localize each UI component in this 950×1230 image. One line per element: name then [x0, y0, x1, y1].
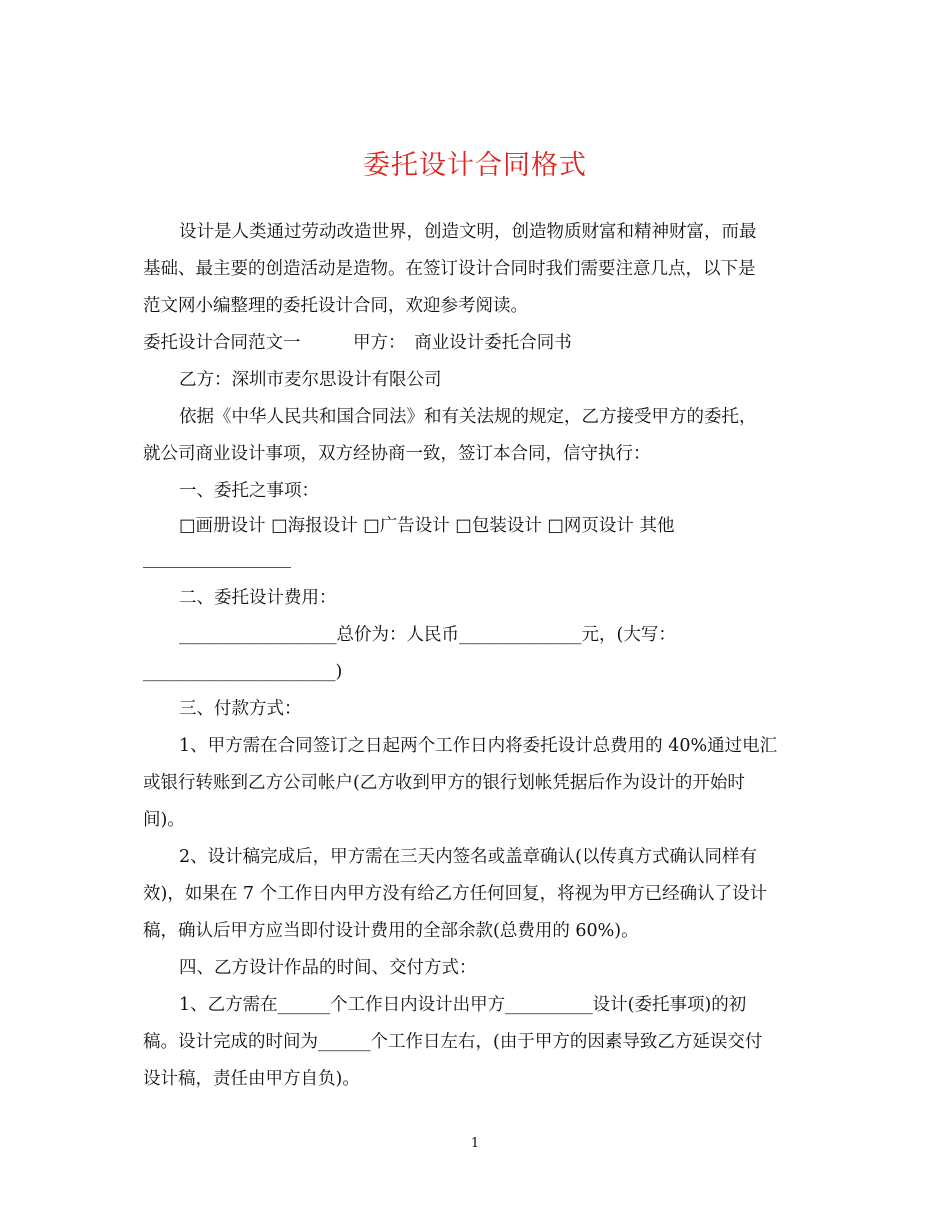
paragraph-line: 范文网小编整理的委托设计合同，欢迎参考阅读。: [143, 296, 528, 316]
paragraph-line: 1、甲方需在合同签订之日起两个工作日内将委托设计总费用的 40%通过电汇: [179, 736, 778, 756]
paragraph-line: 就公司商业设计事项，双方经协商一致，签订本合同，信守执行：: [143, 444, 651, 464]
checkbox-options-line: □画册设计 □海报设计 □广告设计 □包装设计 □网页设计 其他: [179, 516, 675, 536]
blank-underline: [143, 567, 291, 568]
section-heading: 四、乙方设计作品的时间、交付方式：: [179, 958, 477, 978]
paragraph-line: 委托设计合同范文一 甲方： 商业设计委托合同书: [143, 333, 572, 353]
section-heading: 二、委托设计费用：: [179, 588, 337, 608]
paragraph-line: 设计是人类通过劳动改造世界，创造文明，创造物质财富和精神财富，而最: [179, 222, 757, 242]
page-number: 1: [470, 1136, 480, 1151]
paragraph-line: 间)。: [143, 810, 185, 830]
paragraph-line: 1、乙方需在______个工作日内设计出甲方__________设计(委托事项)的初: [179, 995, 747, 1015]
paragraph-line: 乙方：深圳市麦尔思设计有限公司: [179, 370, 442, 390]
paragraph-line: 或银行转账到乙方公司帐户(乙方收到甲方的银行划帐凭据后作为设计的开始时: [143, 773, 745, 793]
paragraph-line: 稿。设计完成的时间为______个工作日左右，(由于甲方的因素导致乙方延误交付: [143, 1032, 763, 1052]
document-title: 委托设计合同格式: [363, 150, 587, 181]
paragraph-line: 基础、最主要的创造活动是造物。在签订设计合同时我们需要注意几点，以下是: [143, 259, 756, 279]
paragraph-line: 稿，确认后甲方应当即付设计费用的全部余款(总费用的 60%)。: [143, 921, 639, 941]
section-heading: 三、付款方式：: [179, 699, 302, 719]
paragraph-line: 2、设计稿完成后，甲方需在三天内签名或盖章确认(以传真方式确认同样有: [179, 847, 757, 867]
paragraph-line: 效)，如果在 7 个工作日内甲方没有给乙方任何回复，将视为甲方已经确认了设计: [143, 884, 768, 904]
paragraph-line: __________________总价为：人民币______________元，(大写：: [179, 625, 676, 645]
paragraph-line: ______________________): [143, 662, 343, 682]
section-heading: 一、委托之事项：: [179, 481, 319, 501]
paragraph-line: 依据《中华人民共和国合同法》和有关法规的规定，乙方接受甲方的委托，: [179, 407, 757, 427]
paragraph-line: 设计稿，责任由甲方自负)。: [143, 1069, 360, 1089]
